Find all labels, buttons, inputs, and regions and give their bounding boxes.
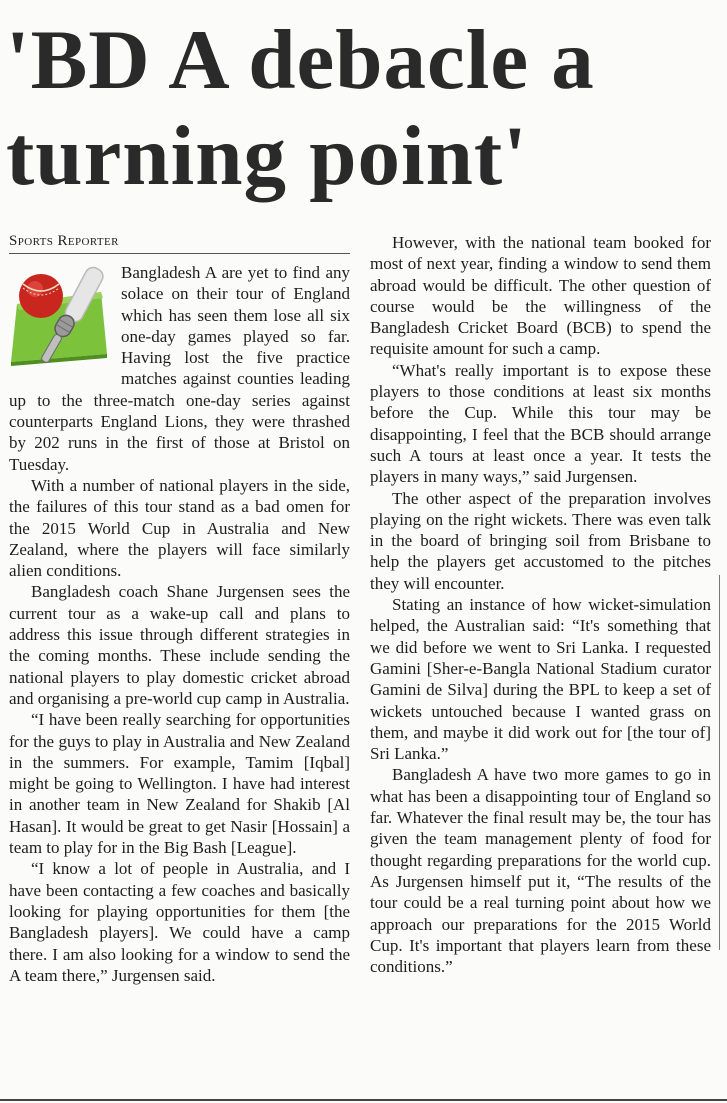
- paragraph: Bangladesh A have two more games to go in what has been a disappointing tour of England so far. Whatever the final result may be, the tour has given the team management plenty of food for thought regarding preparations for the world cup. As Jurgensen himself put it, “The results of the tour could be a real turning point about how we approach our preparations for the 2015 World Cup. It's important that players learn from these conditions.”: [370, 765, 711, 977]
- right-column: [370, 232, 711, 977]
- byline: Sports Reporter: [9, 232, 350, 254]
- paragraph: “What's really important is to expose these players to those conditions at least six months before the Cup. While this tour may be disappointing, I feel that the BCB should arrange such A tours at least once a year. It tests the players in many ways,” said Jurgensen.: [370, 360, 711, 487]
- paragraph: “I know a lot of people in Australia, and I have been contacting a few coaches and basically looking for playing opportunities for them [the Bangladesh players]. We could have a camp there. I am also looking for a window to send the A team there,” Jurgensen said.: [9, 859, 350, 985]
- left-column: [9, 232, 350, 986]
- paragraph: Stating an instance of how wicket-simulation helped, the Australian said: “It's something that we did before we went to Sri Lanka. I requested Gamini [Sher-e-Bangla National Stadium curator Gamini de Silva] during the BPL to keep a set of wickets untouched because I wanted grass on them, and maybe it did work out for [the tour of] Sri Lanka.”: [370, 595, 711, 764]
- headline: 'BD A debacle a turning point': [6, 13, 595, 203]
- paragraph: The other aspect of the preparation involves playing on the right wickets. There was even talk in the board of bringing soil from Brisbane to help the players get accustomed to the pitches they will encounter.: [370, 488, 711, 593]
- paragraph: However, with the national team booked for most of next year, finding a window to send them abroad would be difficult. The other question of course would be the willingness of the Bangladesh Cricket Board (BCB) to spend the requisite amount for such a camp.: [370, 233, 711, 359]
- paragraph: With a number of national players in the side, the failures of this tour stand as a bad omen for the 2015 World Cup in Australia and New Zealand, where the players will face similarly alien conditions.: [9, 475, 350, 581]
- paragraph: “I have been really searching for opportunities for the guys to play in Australia and New Zealand in the summers. For example, Tamim [Iqbal] might be going to Wellington. I have had interest in another team in New Zealand for Shakib [Al Hasan]. It would be great to get Nasir [Hossain] a team to play for in the Big Bash [League].: [9, 710, 350, 858]
- bottom-rule: [0, 1099, 727, 1101]
- cricket-ball-bat-microphone-icon: [9, 262, 113, 372]
- paragraph: Bangladesh coach Shane Jurgensen sees the current tour as a wake-up call and plans to address this issue through different strategies in the coming months. These include sending the national players to play domestic cricket abroad and organising a pre-world cup camp in Australia.: [9, 582, 350, 708]
- paragraph: Bangladesh A are yet to find any solace on their tour of England which has seen them lose all six one-day games played so far. Having lost the five practice matches against counties leading up to the three-match one-day series against counterparts England Lions, they were thrashed by 202 runs in the first of those at Bristol on Tuesday.: [9, 263, 350, 474]
- column-rule: [719, 575, 720, 950]
